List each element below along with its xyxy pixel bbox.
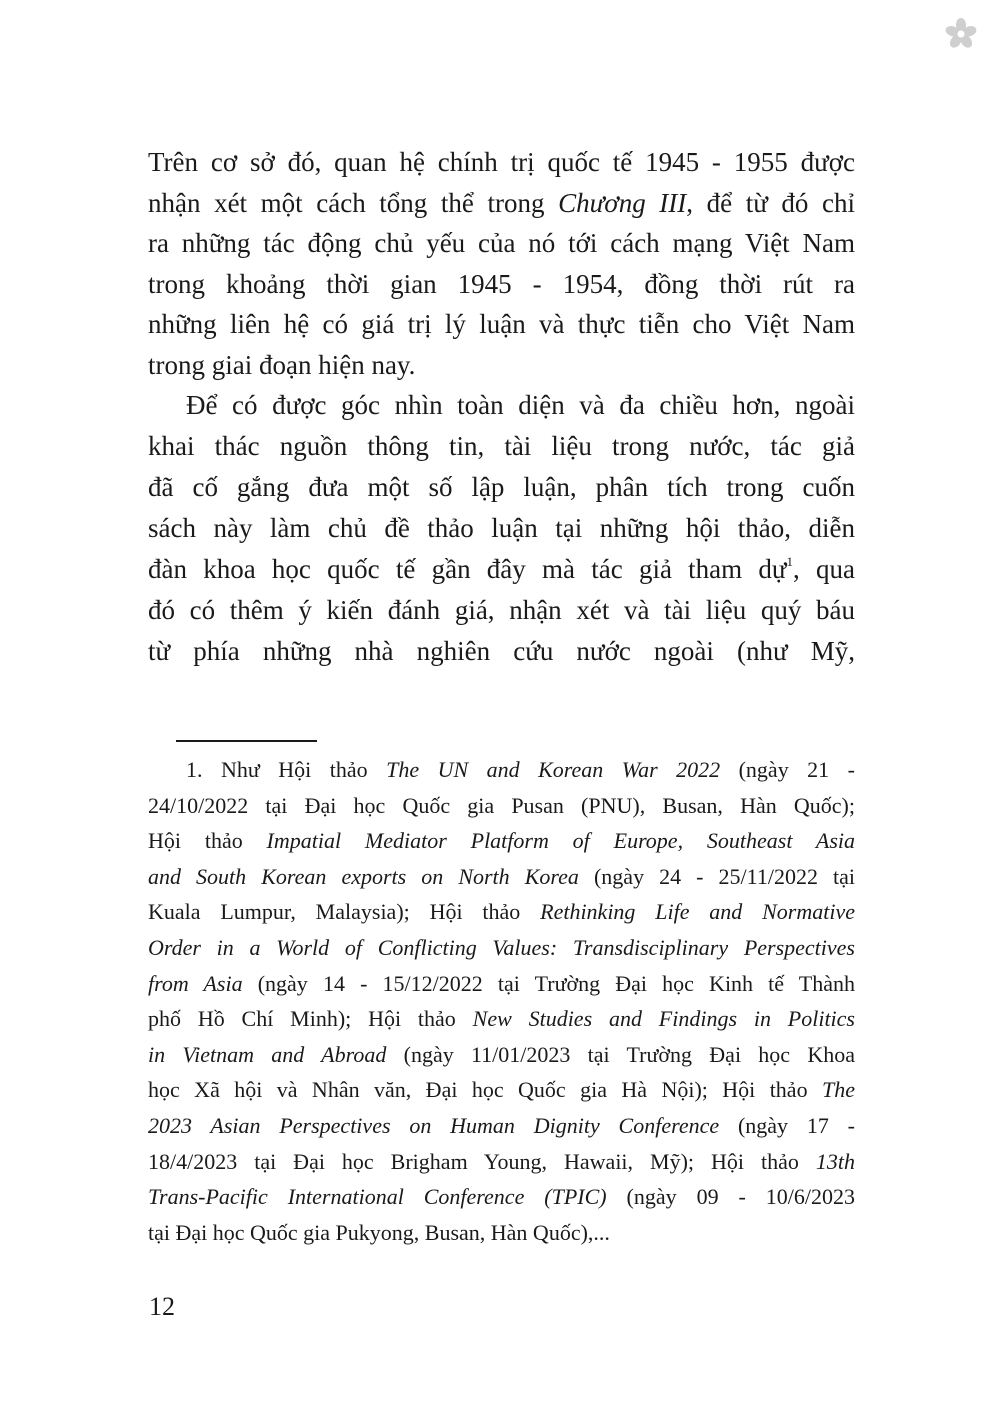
text-line: sách này làm chủ đề thảo luận tại những hội thảo, diễn — [148, 513, 855, 543]
footnote-line: Kuala Lumpur, Malaysia); Hội thảo Rethinking Life and Normative — [148, 899, 856, 925]
text-line: đàn khoa học quốc tế gần đây mà tác giả tham dự$^1$, qua — [148, 554, 855, 584]
text-line: từ phía những nhà nghiên cứu nước ngoài (như Mỹ, — [148, 636, 855, 666]
footnote-line: phố Hồ Chí Minh); Hội thảo New Studies and Findings in Politics — [148, 1006, 855, 1032]
footnote-line: and South Korean exports on North Korea (ngày 24 - 25/11/2022 tại — [148, 863, 855, 889]
footnote-line: in Vietnam and Abroad (ngày 11/01/2023 tại Trường Đại học Khoa — [148, 1041, 855, 1067]
text-line: khai thác nguồn thông tin, tài liệu trong nước, tác giả — [148, 431, 855, 461]
text-line: trong khoảng thời gian 1945 - 1954, đồng thời rút ra — [148, 268, 855, 299]
text-line: đã cố gắng đưa một số lập luận, phân tích trong cuốn — [148, 472, 855, 502]
footnote-marker[interactable]: 1 — [786, 554, 794, 569]
footnote-line: from Asia (ngày 14 - 15/12/2022 tại Trường Đại học Kinh tế Thành — [148, 970, 855, 996]
footnote-line: học Xã hội và Nhân văn, Đại học Quốc gia Hà Nội); Hội thảo The — [148, 1077, 855, 1103]
footnote-line: Order in a World of Conflicting Values: Transdisciplinary Perspectives — [148, 935, 855, 960]
footnote-line: Trans-Pacific International Conference (TPIC) (ngày 09 - 10/6/2023 — [148, 1184, 855, 1210]
footnote-line: 2023 Asian Perspectives on Human Dignity Conference (ngày 17 - — [148, 1113, 856, 1138]
text-line: trong giai đoạn hiện nay. — [148, 349, 416, 380]
footnote-separator — [176, 740, 317, 742]
text-line: những liên hệ có giá trị lý luận và thực tiễn cho Việt Nam — [148, 309, 855, 339]
footnote-line: 18/4/2023 tại Đại học Brigham Young, Hawaii, Mỹ); Hội thảo 13th — [148, 1148, 855, 1174]
text-line: đó có thêm ý kiến đánh giá, nhận xét và tài liệu quý báu — [148, 595, 855, 625]
text-line: Trên cơ sở đó, quan hệ chính trị quốc tế 1945 - 1955 được — [148, 147, 855, 177]
chapter-reference: Chương III — [558, 187, 687, 218]
footnote-line: 24/10/2022 tại Đại học Quốc gia Pusan (PNU), Busan, Hàn Quốc); — [148, 792, 855, 818]
text-line: nhận xét một cách tổng thể trong Chương III, để từ đó chỉ — [148, 187, 856, 218]
text-line: Để có được góc nhìn toàn diện và đa chiều hơn, ngoài — [186, 390, 855, 420]
footnote-line: Hội thảo Impatial Mediator Platform of Europe, Southeast Asia — [148, 828, 855, 854]
footnote-line: tại Đại học Quốc gia Pukyong, Busan, Hàn Quốc),... — [148, 1219, 610, 1245]
text-line: ra những tác động chủ yếu của nó tới cách mạng Việt Nam — [148, 228, 855, 258]
page-number: 12 — [149, 1292, 175, 1321]
footnote-line: 1. Như Hội thảo The UN and Korean War 2022 (ngày 21 - — [186, 757, 855, 782]
flower-logo-icon — [944, 17, 978, 51]
